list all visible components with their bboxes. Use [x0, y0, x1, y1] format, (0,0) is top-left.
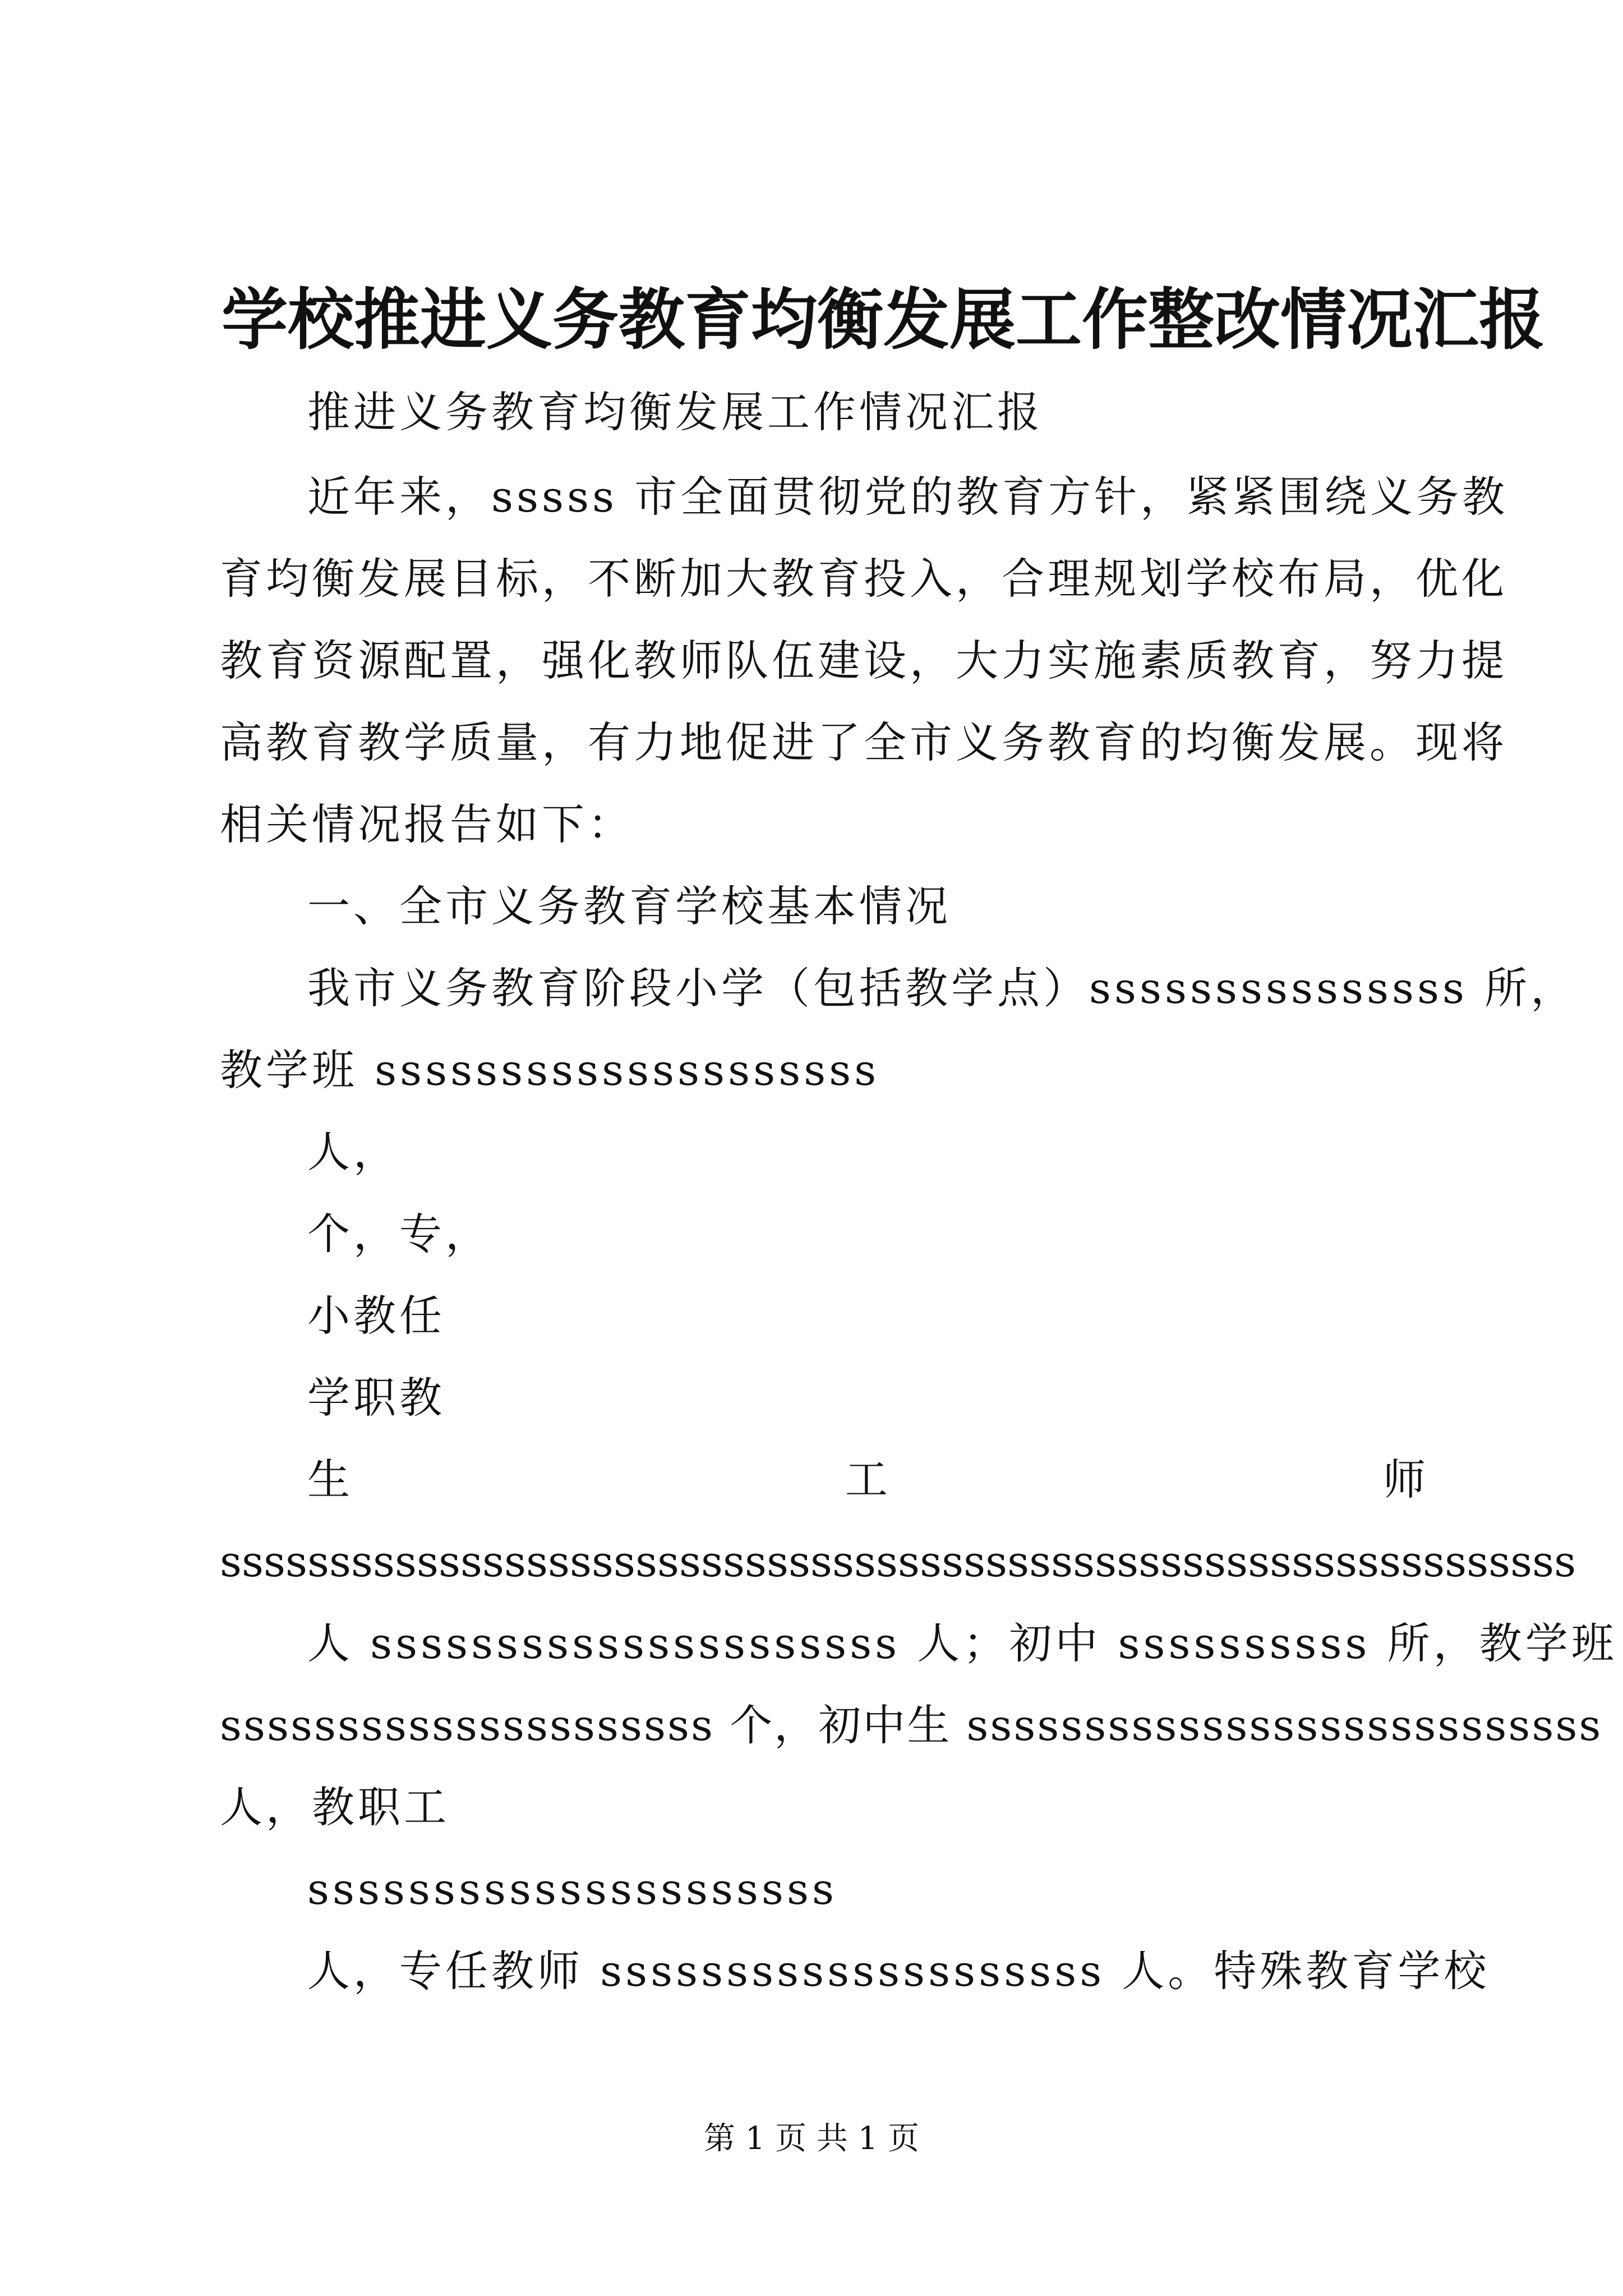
paragraph-line: 人，教职工: [220, 1782, 450, 1832]
spread-char: 工: [845, 1455, 888, 1504]
paragraph-line: 高教育教学质量，有力地促进了全市义务教育的均衡发展。现将: [220, 717, 1507, 767]
paragraph-line: 教学班 ssssssssssssssssssss: [220, 1045, 880, 1095]
spread-char: 师: [1383, 1455, 1426, 1504]
paragraph-line: 人，专任教师 ssssssssssssssssssss 人。特殊教育学校: [307, 1946, 1490, 1996]
paragraph-line: 近年来，sssss 市全面贯彻党的教育方针，紧紧围绕义务教: [307, 472, 1509, 522]
paragraph-line: 个，专，: [307, 1209, 491, 1259]
paragraph-line: 育均衡发展目标，不断加大教育投入，合理规划学校布局，优化: [220, 554, 1507, 604]
paragraph-line: sssssssssssssssssssss 个，初中生 sssssssssssssssssssssssssss: [220, 1700, 1603, 1750]
paragraph-line: 小教任: [307, 1291, 445, 1341]
paragraph-line: 我市义务教育阶段小学（包括教学点）sssssssssssssss 所，: [307, 963, 1577, 1013]
spread-line: [307, 1452, 1426, 1508]
document-title: 学校推进义务教育均衡发展工作整改情况汇报: [222, 280, 1546, 358]
subtitle-line: 推进义务教育均衡发展工作情况汇报: [307, 387, 1043, 437]
paragraph-line: 学职教: [307, 1373, 445, 1423]
spread-char: 生: [307, 1455, 350, 1504]
section-heading: 一、全市义务教育学校基本情况: [307, 881, 951, 931]
paragraph-line: 相关情况报告如下：: [220, 799, 634, 849]
paragraph-line: ssssssssssssssssssssssssssssssssssssssssssssssssssssssssssssss: [220, 1536, 1576, 1586]
paragraph-line: 人，: [307, 1127, 399, 1177]
paragraph-line: 人 sssssssssssssssssssss 人；初中 ssssssssss 所，教学班: [307, 1618, 1617, 1668]
paragraph-line: sssssssssssssssssssss: [307, 1864, 838, 1914]
page-number-footer: 第 1 页 共 1 页: [703, 2120, 920, 2157]
paragraph-line: 教育资源配置，强化教师队伍建设，大力实施素质教育，努力提: [220, 636, 1507, 685]
